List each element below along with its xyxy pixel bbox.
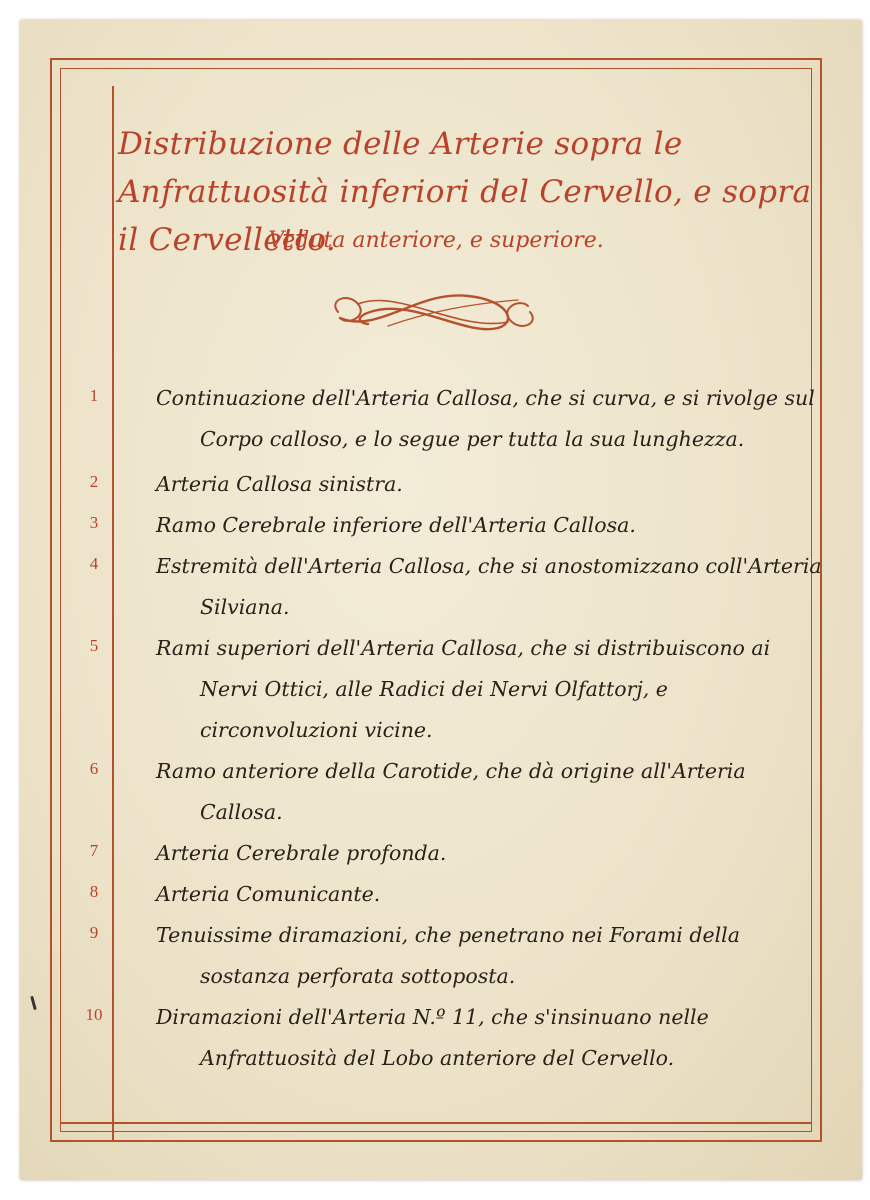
- item-text: Continuazione dell'Arteria Callosa, che si curva, e si rivolge sul Corpo calloso, e lo segue per tutta la sua lunghezza.: [156, 386, 815, 451]
- item-number: 5: [89, 636, 99, 655]
- list-item: [70, 505, 810, 546]
- item-number: 2: [89, 472, 99, 491]
- item-text: Rami superiori dell'Arteria Callosa, che si distribuiscono ai Nervi Ottici, alle Radici dei Nervi Olfattorj, e circonvoluzioni vicine.: [156, 636, 771, 742]
- item-text: Diramazioni dell'Arteria N.º 11, che s'insinuano nelle Anfrattuosità del Lobo anteriore del Cervello.: [156, 1005, 709, 1070]
- list-item: [70, 464, 810, 505]
- item-text: Estremità dell'Arteria Callosa, che si anostomizzano coll'Arteria Silviana.: [156, 554, 822, 619]
- item-text: Arteria Cerebrale profonda.: [156, 841, 447, 865]
- calligraphic-flourish: [318, 282, 550, 342]
- item-number: 1: [89, 386, 99, 405]
- list-item: [70, 751, 810, 833]
- item-number: 7: [89, 841, 99, 860]
- list-item: [70, 915, 810, 997]
- item-text: Arteria Callosa sinistra.: [156, 472, 403, 496]
- item-number: 8: [89, 882, 99, 901]
- item-text: Ramo anteriore della Carotide, che dà origine all'Arteria Callosa.: [156, 759, 746, 824]
- list-item: [70, 378, 815, 460]
- item-number: 3: [89, 513, 99, 532]
- page-subtitle: Veduta anteriore, e superiore.: [268, 228, 604, 253]
- legend-list: [70, 378, 822, 1079]
- item-text: Arteria Comunicante.: [156, 882, 381, 906]
- page-title: Distribuzione delle Arterie sopra le Anfrattuosità inferiori del Cervello, e sopra il Cervelletto.: [118, 126, 812, 258]
- list-item: [70, 874, 810, 915]
- item-number: 4: [89, 554, 99, 573]
- list-item: [70, 628, 810, 751]
- item-text: Ramo Cerebrale inferiore dell'Arteria Callosa.: [156, 513, 636, 537]
- list-item: [70, 833, 810, 874]
- bottom-rule: [60, 1122, 812, 1124]
- item-number: 6: [89, 759, 99, 778]
- list-item: [70, 997, 810, 1079]
- item-number: 9: [89, 923, 99, 942]
- list-item: [70, 546, 822, 628]
- item-number: 10: [85, 1005, 103, 1024]
- item-text: Tenuissime diramazioni, che penetrano nei Forami della sostanza perforata sottoposta.: [156, 923, 740, 988]
